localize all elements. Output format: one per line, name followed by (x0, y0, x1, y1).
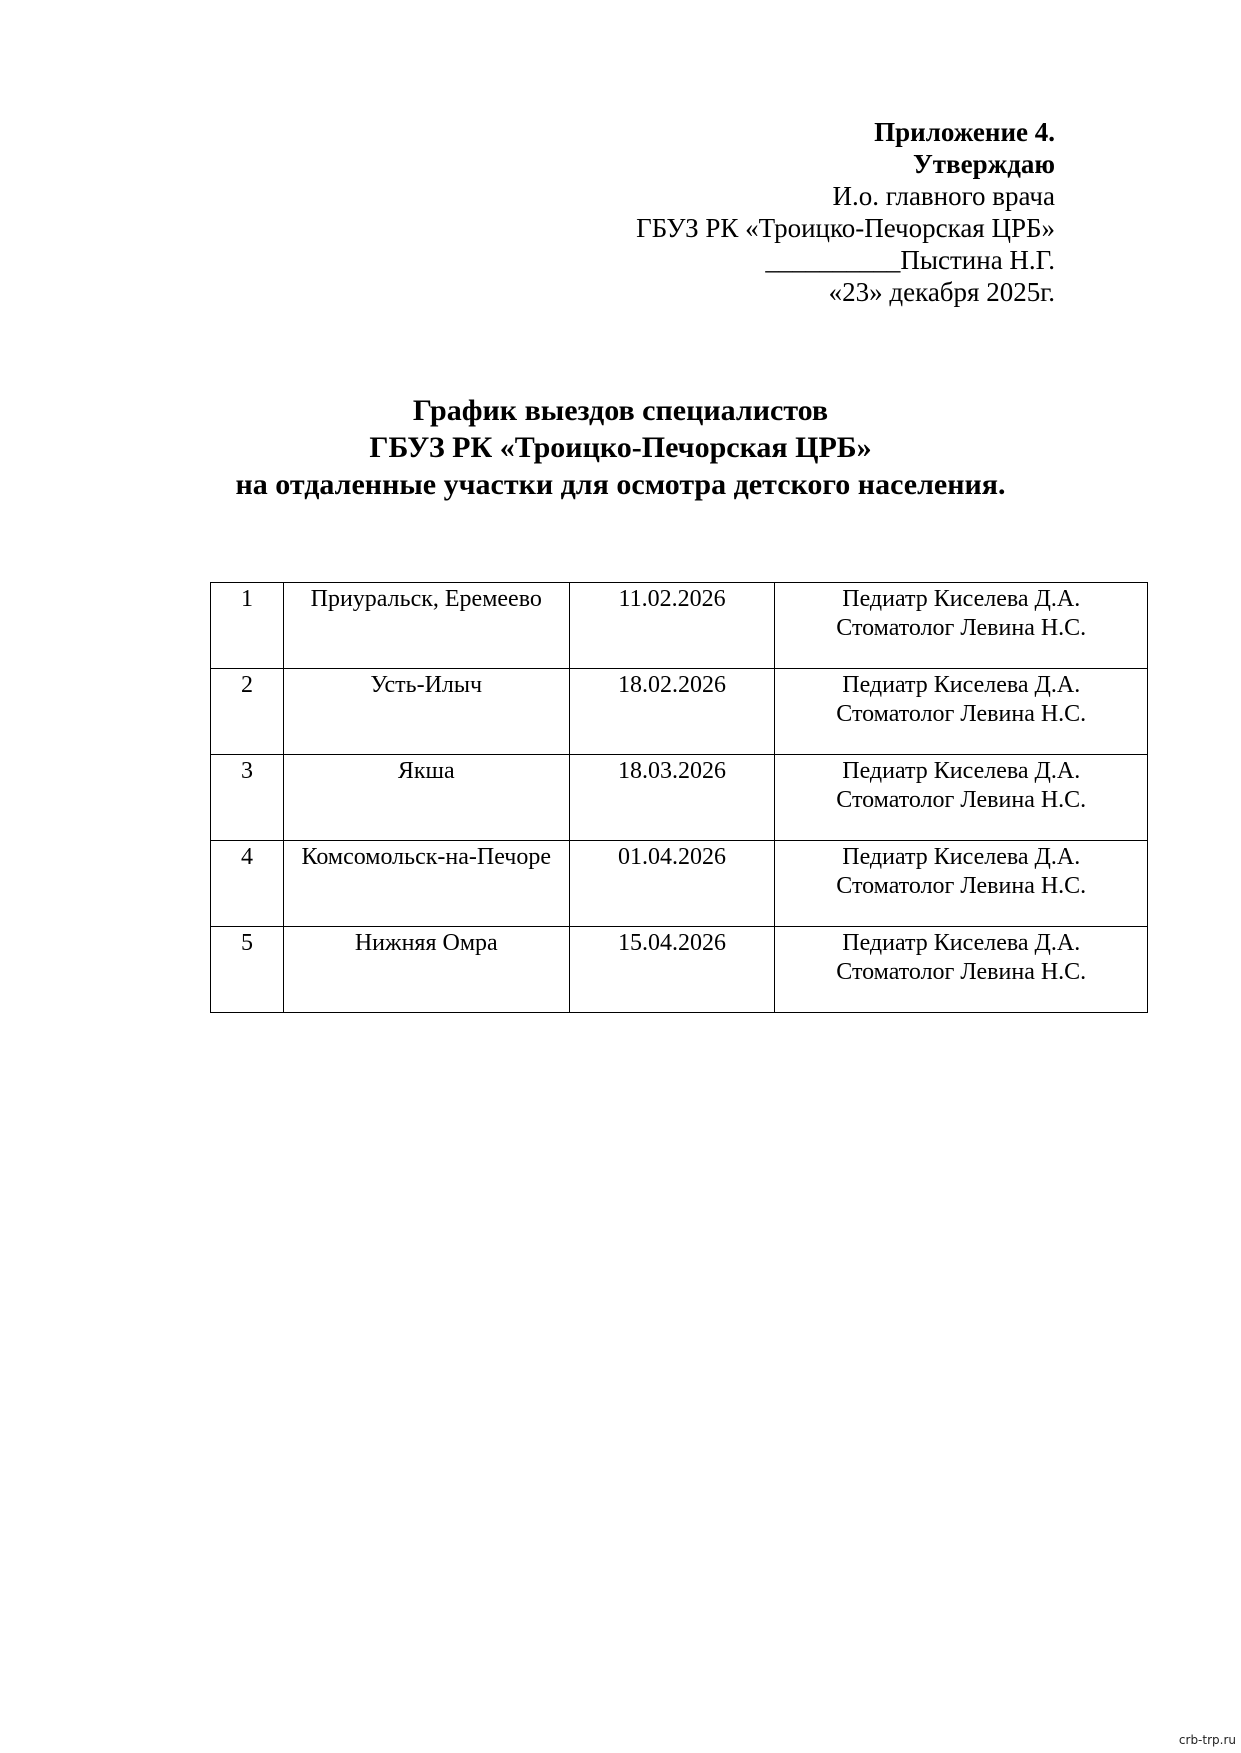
document-title (0, 392, 1241, 503)
row-place: Приуральск, Еремеево (283, 583, 569, 669)
approval-date: «23» декабря 2025г. (828, 277, 1055, 307)
title-line-2: ГБУЗ РК «Троицко-Печорская ЦРБ» (369, 431, 872, 464)
specialist-pediatrician: Педиатр Киселева Д.А. (842, 930, 1081, 956)
specialist-pediatrician: Педиатр Киселева Д.А. (842, 758, 1081, 784)
specialist-dentist: Стоматолог Левина Н.С. (836, 787, 1087, 813)
row-number: 3 (211, 755, 284, 841)
row-specialists (775, 583, 1148, 669)
row-date: 01.04.2026 (569, 841, 775, 927)
table-row (211, 755, 1148, 841)
row-place: Комсомольск-на-Печоре (283, 841, 569, 927)
approver-signature: __________Пыстина Н.Г. (765, 245, 1055, 275)
row-number: 4 (211, 841, 284, 927)
row-number: 1 (211, 583, 284, 669)
appendix-label: Приложение 4. (874, 117, 1055, 147)
row-specialists (775, 841, 1148, 927)
site-watermark: crb-trp.ru (1178, 1733, 1236, 1747)
row-number: 2 (211, 669, 284, 755)
specialist-pediatrician: Педиатр Киселева Д.А. (842, 672, 1081, 698)
row-specialists (775, 927, 1148, 1013)
specialist-pediatrician: Педиатр Киселева Д.А. (842, 586, 1081, 612)
row-date: 11.02.2026 (569, 583, 775, 669)
row-specialists (775, 755, 1148, 841)
approver-position: И.о. главного врача (832, 181, 1055, 211)
specialist-dentist: Стоматолог Левина Н.С. (836, 701, 1087, 727)
row-place: Нижняя Омра (283, 927, 569, 1013)
row-date: 18.03.2026 (569, 755, 775, 841)
specialist-dentist: Стоматолог Левина Н.С. (836, 959, 1087, 985)
specialist-dentist: Стоматолог Левина Н.С. (836, 615, 1087, 641)
row-date: 18.02.2026 (569, 669, 775, 755)
table-row (211, 927, 1148, 1013)
specialist-dentist: Стоматолог Левина Н.С. (836, 873, 1087, 899)
approval-block (636, 116, 1055, 308)
title-line-1: График выездов специалистов (412, 394, 829, 427)
row-specialists (775, 669, 1148, 755)
table-row (211, 841, 1148, 927)
table-row (211, 669, 1148, 755)
row-date: 15.04.2026 (569, 927, 775, 1013)
title-line-3: на отдаленные участки для осмотра детского населения. (235, 468, 1006, 501)
specialist-pediatrician: Педиатр Киселева Д.А. (842, 844, 1081, 870)
approve-label: Утверждаю (912, 149, 1055, 179)
table-row (211, 583, 1148, 669)
row-place: Усть-Илыч (283, 669, 569, 755)
approver-organization: ГБУЗ РК «Троицко-Печорская ЦРБ» (636, 213, 1055, 243)
row-number: 5 (211, 927, 284, 1013)
schedule-table (210, 582, 1148, 1013)
row-place: Якша (283, 755, 569, 841)
